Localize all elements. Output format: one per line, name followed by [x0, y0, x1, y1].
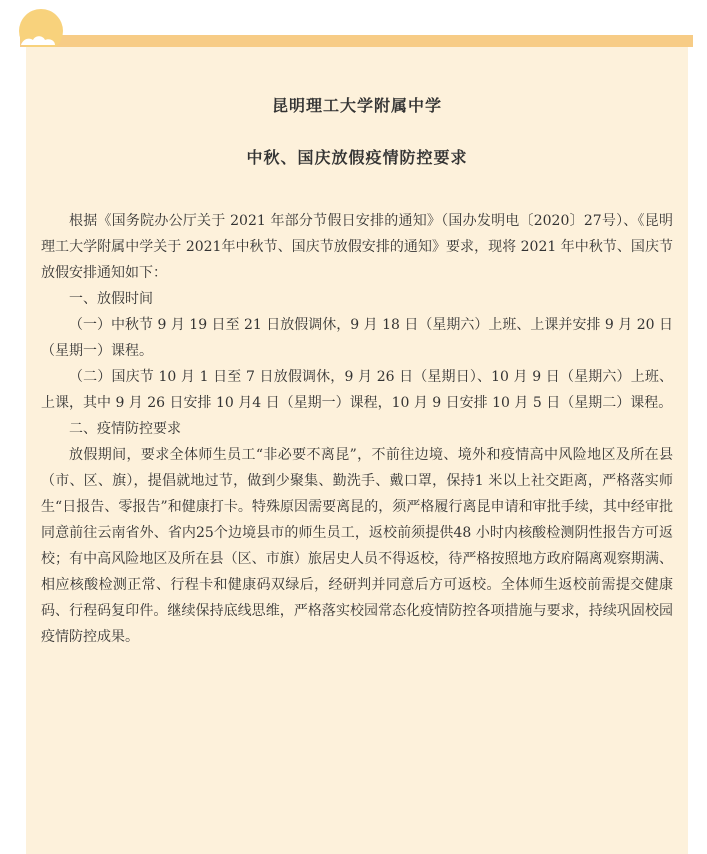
header-accent-bar	[20, 35, 693, 47]
paragraph-national-day: （二）国庆节 10 月 1 日至 7 日放假调休，9 月 26 日（星期日）、10 月 9 日（星期六）上班、上课，其中 9 月 26 日安排 10 月4 日（星期一）课程，10 月 9 日安排 10 月 5 日（星期二）课程。	[41, 369, 673, 411]
paragraph-mid-autumn: （一）中秋节 9 月 19 日至 21 日放假调休，9 月 18 日（星期六）上班、上课并安排 9 月 20 日（星期一）课程。	[41, 317, 673, 359]
section-heading-holiday: 一、放假时间	[69, 291, 153, 307]
paragraph-epidemic-requirements: 放假期间，要求全体师生员工“非必要不离昆”，不前往边境、境外和疫情高中风险地区及所在县（市、区、旗），提倡就地过节，做到少聚集、勤洗手、戴口罩，保持1 米以上社交距离，严格落实师生“日报告、零报告”和健康打卡。特殊原因需要离昆的，须严格履行离昆申请和审批手续，其中经审批同意前往云南省外、省内25个边境县市的师生员工，返校前须提供48 小时内核酸检测阴性报告方可返校；有中高风险地区及所在县（区、市旗）旅居史人员不得返校，待严格按照地方政府隔离观察期满、相应核酸检测正常、行程卡和健康码双绿后，经研判并同意后方可返校。全体师生返校前需提交健康码、行程码复印件。继续保持底线思维，严格落实校园常态化疫情防控各项措施与要求，持续巩固校园疫情防控成果。	[41, 447, 673, 645]
section-heading-epidemic: 二、疫情防控要求	[69, 421, 181, 437]
document-paper	[26, 47, 688, 854]
document-body	[41, 208, 673, 650]
paragraph-intro: 根据《国务院办公厅关于 2021 年部分节假日安排的通知》（国办发明电〔2020〕27号）、《昆明理工大学附属中学关于 2021年中秋节、国庆节放假安排的通知》要求，现将 2021 年中秋节、国庆节放假安排通知如下：	[41, 213, 673, 281]
document-subtitle: 中秋、国庆放假疫情防控要求	[246, 148, 468, 167]
document-title: 昆明理工大学附属中学	[271, 96, 442, 115]
